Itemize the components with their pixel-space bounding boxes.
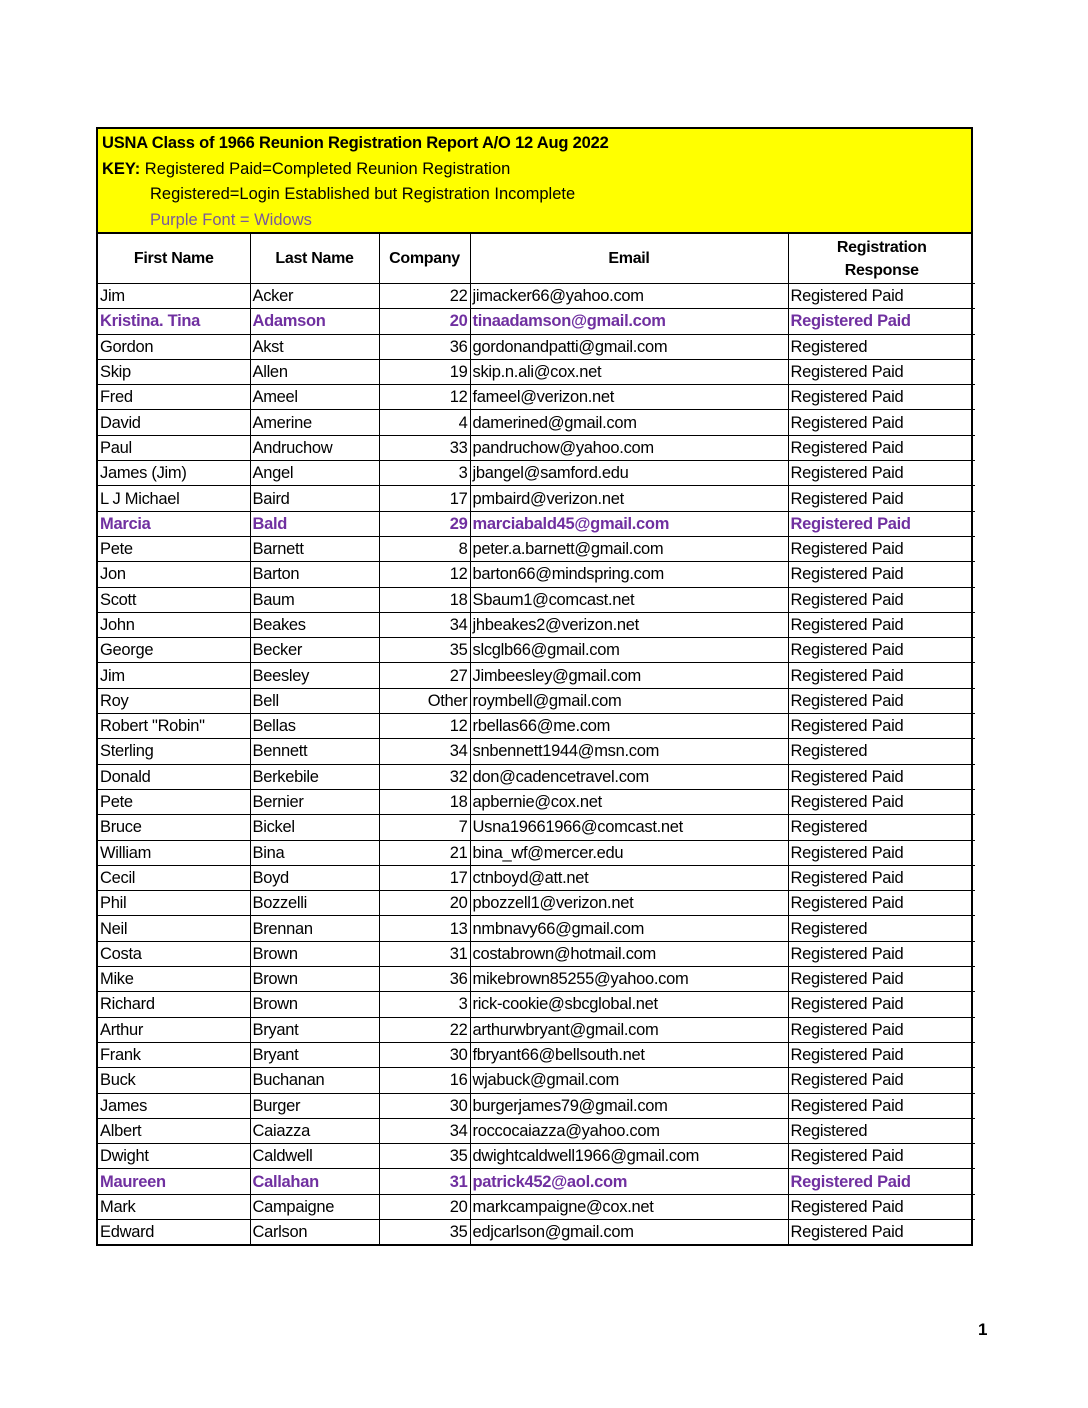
email-cell: rbellas66@me.com xyxy=(470,714,788,739)
column-header-company: Company xyxy=(379,234,470,284)
company-cell: 36 xyxy=(379,967,470,992)
first-name-cell: Scott xyxy=(98,587,250,612)
first-name-cell: Pete xyxy=(98,789,250,814)
first-name-cell: Paul xyxy=(98,435,250,460)
last-name-cell: Callahan xyxy=(250,1169,379,1194)
email-cell: markcampaigne@cox.net xyxy=(470,1194,788,1219)
first-name-cell: L J Michael xyxy=(98,486,250,511)
company-cell: 16 xyxy=(379,1068,470,1093)
table-row xyxy=(98,562,975,587)
registration-response-cell: Registered Paid xyxy=(788,865,975,890)
company-cell: 13 xyxy=(379,916,470,941)
last-name-cell: Bellas xyxy=(250,714,379,739)
registration-response-cell: Registered Paid xyxy=(788,638,975,663)
registration-response-cell: Registered Paid xyxy=(788,840,975,865)
first-name-cell: Phil xyxy=(98,891,250,916)
company-cell: 34 xyxy=(379,612,470,637)
last-name-cell: Amerine xyxy=(250,410,379,435)
last-name-cell: Bald xyxy=(250,511,379,536)
table-row xyxy=(98,486,975,511)
page-number: 1 xyxy=(978,1320,988,1339)
first-name-cell: Costa xyxy=(98,941,250,966)
last-name-cell: Acker xyxy=(250,284,379,309)
first-name-cell: Dwight xyxy=(98,1144,250,1169)
table-row xyxy=(98,612,975,637)
last-name-cell: Andruchow xyxy=(250,435,379,460)
company-cell: 18 xyxy=(379,587,470,612)
last-name-cell: Baum xyxy=(250,587,379,612)
email-cell: peter.a.barnett@gmail.com xyxy=(470,536,788,561)
first-name-cell: Gordon xyxy=(98,334,250,359)
email-cell: roymbell@gmail.com xyxy=(470,688,788,713)
first-name-cell: Jon xyxy=(98,562,250,587)
last-name-cell: Ameel xyxy=(250,385,379,410)
company-cell: 21 xyxy=(379,840,470,865)
company-cell: 35 xyxy=(379,1144,470,1169)
table-row xyxy=(98,840,975,865)
table-row xyxy=(98,536,975,561)
company-cell: 20 xyxy=(379,1194,470,1219)
email-cell: snbennett1944@msn.com xyxy=(470,739,788,764)
table-row xyxy=(98,284,975,309)
email-cell: Jimbeesley@gmail.com xyxy=(470,663,788,688)
registration-response-cell: Registered xyxy=(788,1118,975,1143)
table-row xyxy=(98,1068,975,1093)
table-row xyxy=(98,865,975,890)
company-cell: 27 xyxy=(379,663,470,688)
table-row xyxy=(98,638,975,663)
registration-response-cell: Registered Paid xyxy=(788,435,975,460)
company-cell: 20 xyxy=(379,891,470,916)
last-name-cell: Caiazza xyxy=(250,1118,379,1143)
table-header-row xyxy=(98,234,975,284)
registration-response-cell: Registered xyxy=(788,334,975,359)
registration-response-cell: Registered xyxy=(788,916,975,941)
email-cell: costabrown@hotmail.com xyxy=(470,941,788,966)
registration-response-cell: Registered xyxy=(788,815,975,840)
last-name-cell: Barnett xyxy=(250,536,379,561)
company-cell: 17 xyxy=(379,486,470,511)
company-cell: 18 xyxy=(379,789,470,814)
last-name-cell: Bozzelli xyxy=(250,891,379,916)
email-cell: skip.n.ali@cox.net xyxy=(470,359,788,384)
company-cell: 32 xyxy=(379,764,470,789)
first-name-cell: Donald xyxy=(98,764,250,789)
table-row xyxy=(98,1194,975,1219)
last-name-cell: Bina xyxy=(250,840,379,865)
table-row xyxy=(98,992,975,1017)
last-name-cell: Bennett xyxy=(250,739,379,764)
last-name-cell: Brown xyxy=(250,941,379,966)
registration-response-cell: Registered Paid xyxy=(788,1144,975,1169)
registration-response-cell: Registered Paid xyxy=(788,1042,975,1067)
email-cell: ctnboyd@att.net xyxy=(470,865,788,890)
email-cell: Usna19661966@comcast.net xyxy=(470,815,788,840)
company-cell: 3 xyxy=(379,992,470,1017)
company-cell: 19 xyxy=(379,359,470,384)
email-cell: gordonandpatti@gmail.com xyxy=(470,334,788,359)
email-cell: pmbaird@verizon.net xyxy=(470,486,788,511)
table-row xyxy=(98,967,975,992)
registration-response-cell: Registered Paid xyxy=(788,385,975,410)
table-row xyxy=(98,1118,975,1143)
registration-response-cell: Registered xyxy=(788,739,975,764)
first-name-cell: Jim xyxy=(98,284,250,309)
table-row xyxy=(98,1093,975,1118)
company-cell: 33 xyxy=(379,435,470,460)
email-cell: marciabald45@gmail.com xyxy=(470,511,788,536)
company-cell: 30 xyxy=(379,1093,470,1118)
registration-response-cell: Registered Paid xyxy=(788,891,975,916)
company-cell: 34 xyxy=(379,739,470,764)
registration-response-cell: Registered Paid xyxy=(788,1017,975,1042)
last-name-cell: Buchanan xyxy=(250,1068,379,1093)
company-cell: 36 xyxy=(379,334,470,359)
registration-response-cell: Registered Paid xyxy=(788,587,975,612)
email-cell: Sbaum1@comcast.net xyxy=(470,587,788,612)
key-registered-paid: Registered Paid=Completed Reunion Registration xyxy=(144,159,511,178)
registration-response-cell: Registered Paid xyxy=(788,789,975,814)
registration-response-cell: Registered Paid xyxy=(788,992,975,1017)
email-cell: fameel@verizon.net xyxy=(470,385,788,410)
first-name-cell: Skip xyxy=(98,359,250,384)
table-row xyxy=(98,359,975,384)
email-cell: pbozzell1@verizon.net xyxy=(470,891,788,916)
registration-response-cell: Registered Paid xyxy=(788,967,975,992)
registration-response-cell: Registered Paid xyxy=(788,688,975,713)
last-name-cell: Berkebile xyxy=(250,764,379,789)
first-name-cell: Arthur xyxy=(98,1017,250,1042)
registration-response-cell: Registered Paid xyxy=(788,1093,975,1118)
email-cell: tinaadamson@gmail.com xyxy=(470,309,788,334)
table-row xyxy=(98,688,975,713)
email-cell: slcglb66@gmail.com xyxy=(470,638,788,663)
last-name-cell: Brown xyxy=(250,967,379,992)
last-name-cell: Carlson xyxy=(250,1219,379,1244)
table-row xyxy=(98,334,975,359)
company-cell: 34 xyxy=(379,1118,470,1143)
last-name-cell: Bernier xyxy=(250,789,379,814)
last-name-cell: Bryant xyxy=(250,1042,379,1067)
registration-table xyxy=(98,234,975,1244)
first-name-cell: Frank xyxy=(98,1042,250,1067)
column-header-first-name: First Name xyxy=(98,234,250,284)
last-name-cell: Beakes xyxy=(250,612,379,637)
registration-report xyxy=(96,127,973,1246)
first-name-cell: James (Jim) xyxy=(98,461,250,486)
first-name-cell: Fred xyxy=(98,385,250,410)
email-cell: wjabuck@gmail.com xyxy=(470,1068,788,1093)
table-row xyxy=(98,891,975,916)
last-name-cell: Bell xyxy=(250,688,379,713)
last-name-cell: Brennan xyxy=(250,916,379,941)
first-name-cell: Mark xyxy=(98,1194,250,1219)
last-name-cell: Campaigne xyxy=(250,1194,379,1219)
table-body xyxy=(98,284,975,1245)
first-name-cell: Robert "Robin" xyxy=(98,714,250,739)
column-header-email: Email xyxy=(470,234,788,284)
company-cell: 12 xyxy=(379,385,470,410)
first-name-cell: Edward xyxy=(98,1219,250,1244)
registration-response-cell: Registered Paid xyxy=(788,461,975,486)
email-cell: barton66@mindspring.com xyxy=(470,562,788,587)
table-row xyxy=(98,739,975,764)
first-name-cell: Sterling xyxy=(98,739,250,764)
first-name-cell: Mike xyxy=(98,967,250,992)
table-row xyxy=(98,385,975,410)
table-row xyxy=(98,435,975,460)
first-name-cell: William xyxy=(98,840,250,865)
company-cell: 3 xyxy=(379,461,470,486)
table-row xyxy=(98,663,975,688)
last-name-cell: Caldwell xyxy=(250,1144,379,1169)
registration-response-cell: Registered Paid xyxy=(788,714,975,739)
last-name-cell: Baird xyxy=(250,486,379,511)
registration-response-cell: Registered Paid xyxy=(788,511,975,536)
email-cell: don@cadencetravel.com xyxy=(470,764,788,789)
email-cell: damerined@gmail.com xyxy=(470,410,788,435)
company-cell: 31 xyxy=(379,941,470,966)
email-cell: fbryant66@bellsouth.net xyxy=(470,1042,788,1067)
first-name-cell: Jim xyxy=(98,663,250,688)
registration-response-cell: Registered Paid xyxy=(788,1219,975,1244)
last-name-cell: Burger xyxy=(250,1093,379,1118)
last-name-cell: Allen xyxy=(250,359,379,384)
email-cell: pandruchow@yahoo.com xyxy=(470,435,788,460)
registration-response-cell: Registered Paid xyxy=(788,284,975,309)
registration-response-cell: Registered Paid xyxy=(788,612,975,637)
email-cell: jbangel@samford.edu xyxy=(470,461,788,486)
email-cell: jimacker66@yahoo.com xyxy=(470,284,788,309)
email-cell: edjcarlson@gmail.com xyxy=(470,1219,788,1244)
email-cell: apbernie@cox.net xyxy=(470,789,788,814)
registration-response-cell: Registered Paid xyxy=(788,486,975,511)
last-name-cell: Angel xyxy=(250,461,379,486)
company-cell: 35 xyxy=(379,638,470,663)
company-cell: 12 xyxy=(379,714,470,739)
company-cell: 31 xyxy=(379,1169,470,1194)
key-label: KEY: xyxy=(102,159,141,178)
first-name-cell: Kristina. Tina xyxy=(98,309,250,334)
table-row xyxy=(98,1042,975,1067)
last-name-cell: Bickel xyxy=(250,815,379,840)
first-name-cell: Bruce xyxy=(98,815,250,840)
report-title: USNA Class of 1966 Reunion Registration Report A/O 12 Aug 2022 xyxy=(102,134,609,152)
company-cell: 20 xyxy=(379,309,470,334)
registration-response-cell: Registered Paid xyxy=(788,941,975,966)
table-row xyxy=(98,815,975,840)
first-name-cell: James xyxy=(98,1093,250,1118)
first-name-cell: Pete xyxy=(98,536,250,561)
first-name-cell: Maureen xyxy=(98,1169,250,1194)
registration-response-cell: Registered Paid xyxy=(788,1194,975,1219)
company-cell: 8 xyxy=(379,536,470,561)
company-cell: 17 xyxy=(379,865,470,890)
report-header-band xyxy=(98,129,971,234)
company-cell: 7 xyxy=(379,815,470,840)
table-row xyxy=(98,410,975,435)
table-row xyxy=(98,1017,975,1042)
email-cell: patrick452@aol.com xyxy=(470,1169,788,1194)
company-cell: 4 xyxy=(379,410,470,435)
company-cell: 30 xyxy=(379,1042,470,1067)
last-name-cell: Brown xyxy=(250,992,379,1017)
table-row xyxy=(98,1169,975,1194)
table-row xyxy=(98,511,975,536)
table-row xyxy=(98,1144,975,1169)
last-name-cell: Barton xyxy=(250,562,379,587)
email-cell: mikebrown85255@yahoo.com xyxy=(470,967,788,992)
table-row xyxy=(98,587,975,612)
key-line-3-widows: Purple Font = Widows xyxy=(150,210,312,229)
first-name-cell: Marcia xyxy=(98,511,250,536)
key-line-1 xyxy=(102,157,967,183)
first-name-cell: Cecil xyxy=(98,865,250,890)
email-cell: burgerjames79@gmail.com xyxy=(470,1093,788,1118)
email-cell: roccocaiazza@yahoo.com xyxy=(470,1118,788,1143)
company-cell: Other xyxy=(379,688,470,713)
email-cell: arthurwbryant@gmail.com xyxy=(470,1017,788,1042)
email-cell: bina_wf@mercer.edu xyxy=(470,840,788,865)
column-header-registration-response: Registration Response xyxy=(788,234,975,284)
table-row xyxy=(98,941,975,966)
last-name-cell: Boyd xyxy=(250,865,379,890)
table-row xyxy=(98,916,975,941)
email-cell: dwightcaldwell1966@gmail.com xyxy=(470,1144,788,1169)
first-name-cell: George xyxy=(98,638,250,663)
first-name-cell: Roy xyxy=(98,688,250,713)
last-name-cell: Bryant xyxy=(250,1017,379,1042)
registration-response-cell: Registered Paid xyxy=(788,410,975,435)
registration-response-cell: Registered Paid xyxy=(788,562,975,587)
email-cell: nmbnavy66@gmail.com xyxy=(470,916,788,941)
registration-response-cell: Registered Paid xyxy=(788,663,975,688)
table-row xyxy=(98,789,975,814)
last-name-cell: Becker xyxy=(250,638,379,663)
first-name-cell: David xyxy=(98,410,250,435)
last-name-cell: Beesley xyxy=(250,663,379,688)
company-cell: 35 xyxy=(379,1219,470,1244)
last-name-cell: Akst xyxy=(250,334,379,359)
column-header-last-name: Last Name xyxy=(250,234,379,284)
registration-response-cell: Registered Paid xyxy=(788,764,975,789)
first-name-cell: Richard xyxy=(98,992,250,1017)
registration-response-cell: Registered Paid xyxy=(788,536,975,561)
first-name-cell: John xyxy=(98,612,250,637)
table-row xyxy=(98,309,975,334)
registration-response-cell: Registered Paid xyxy=(788,309,975,334)
registration-response-cell: Registered Paid xyxy=(788,359,975,384)
first-name-cell: Neil xyxy=(98,916,250,941)
registration-response-cell: Registered Paid xyxy=(788,1068,975,1093)
email-cell: jhbeakes2@verizon.net xyxy=(470,612,788,637)
table-row xyxy=(98,714,975,739)
registration-response-cell: Registered Paid xyxy=(788,1169,975,1194)
table-row xyxy=(98,764,975,789)
company-cell: 22 xyxy=(379,284,470,309)
email-cell: rick-cookie@sbcglobal.net xyxy=(470,992,788,1017)
first-name-cell: Buck xyxy=(98,1068,250,1093)
key-line-2: Registered=Login Established but Registration Incomplete xyxy=(150,185,576,203)
company-cell: 29 xyxy=(379,511,470,536)
company-cell: 12 xyxy=(379,562,470,587)
table-row xyxy=(98,1219,975,1244)
last-name-cell: Adamson xyxy=(250,309,379,334)
table-row xyxy=(98,461,975,486)
first-name-cell: Albert xyxy=(98,1118,250,1143)
company-cell: 22 xyxy=(379,1017,470,1042)
